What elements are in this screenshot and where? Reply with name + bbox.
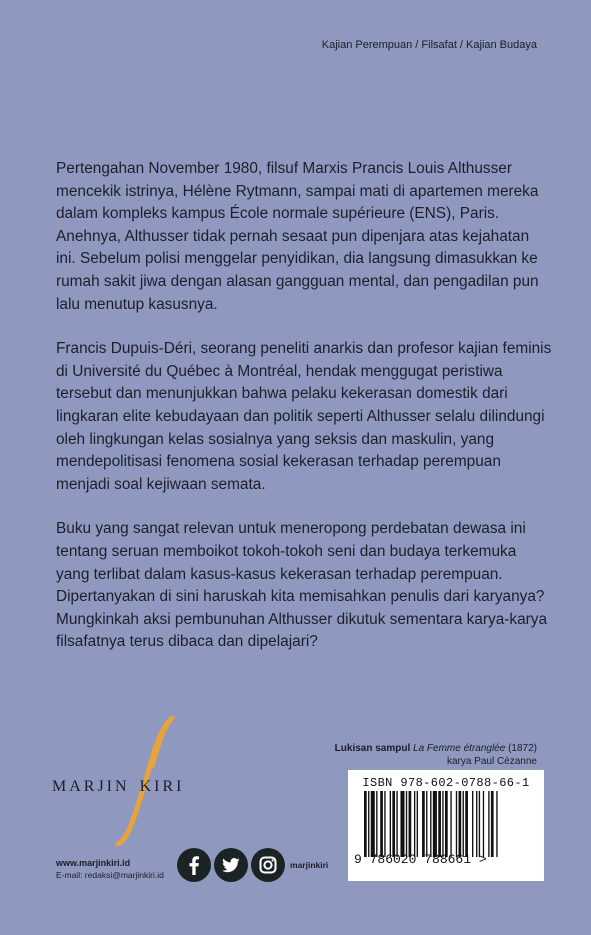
blurb-paragraph-2: Francis Dupuis-Déri, seorang peneliti anarkis dan profesor kajian feminis di Université du Québec à Montréal, hendak menggugat peristiwa tersebut dan menunjukkan bahwa pelaku kekerasan domestik dari lingkaran elite kebudayaan dan politik seperti Althusser selalu dilindungi oleh lingkungan kelas sosialnya yang seksis dan maskulin, yang mendepolitisasi fenomena sosial kekerasan terhadap perempuan menjadi soal kejiwaan semata. xyxy=(56,340,552,493)
cover-credit-label: Lukisan sampul xyxy=(334,743,411,754)
cover-artist: karya Paul Cézanne xyxy=(446,756,537,767)
cover-credit xyxy=(335,742,537,768)
isbn-number: ISBN 978-602-0788-66-1 xyxy=(362,776,530,790)
logo-text-left: MARJIN xyxy=(52,778,130,795)
instagram-icon[interactable] xyxy=(251,848,285,882)
twitter-icon[interactable] xyxy=(214,848,248,882)
back-cover-blurb xyxy=(56,158,552,676)
blurb-paragraph-1: Pertengahan November 1980, filsuf Marxis Prancis Louis Althusser mencekik istrinya, Hélène Rytmann, sampai mati di apartemen mereka dalam kompleks kampus École normale supérieure (ENS), Paris. Anehnya, Althusser tidak pernah sesaat pun dipenjara atas kejahatan ini. Sebelum polisi menggelar penyidikan, dia langsung dimasukkan ke rumah sakit jiwa dengan alasan gangguan mental, dan pengadilan pun lalu menutup kasusnya. xyxy=(56,160,539,313)
logo-text-right: KIRI xyxy=(139,778,185,795)
publisher-logo xyxy=(52,716,202,846)
barcode-bars xyxy=(364,791,530,857)
ean-digits: 9 786020 788661 > xyxy=(354,852,487,867)
cover-painting-year: (1872) xyxy=(508,743,537,754)
isbn-barcode xyxy=(348,770,544,881)
website-link[interactable]: www.marjinkiri.id xyxy=(56,858,131,868)
cover-painting-title: La Femme étranglée xyxy=(413,743,506,754)
email-address[interactable]: E-mail: redaksi@marjinkiri.id xyxy=(56,870,164,880)
category-line: Kajian Perempuan / Filsafat / Kajian Budaya xyxy=(321,39,537,51)
publisher-contact xyxy=(56,857,164,881)
facebook-icon[interactable] xyxy=(177,848,211,882)
social-handle[interactable]: marjinkiri xyxy=(290,860,329,870)
blurb-paragraph-3: Buku yang sangat relevan untuk meneropong perdebatan dewasa ini tentang seruan memboikot tokoh-tokoh seni dan budaya terkemuka yang terlibat dalam kasus-kasus kekerasan terhadap perempuan. Dipertanyakan di sini haruskah kita memisahkan penulis dari karyanya? Mungkinkah aksi pembunuhan Althusser dikutuk sementara karya-karya filsafatnya terus dibaca dan dipelajari? xyxy=(56,520,548,651)
